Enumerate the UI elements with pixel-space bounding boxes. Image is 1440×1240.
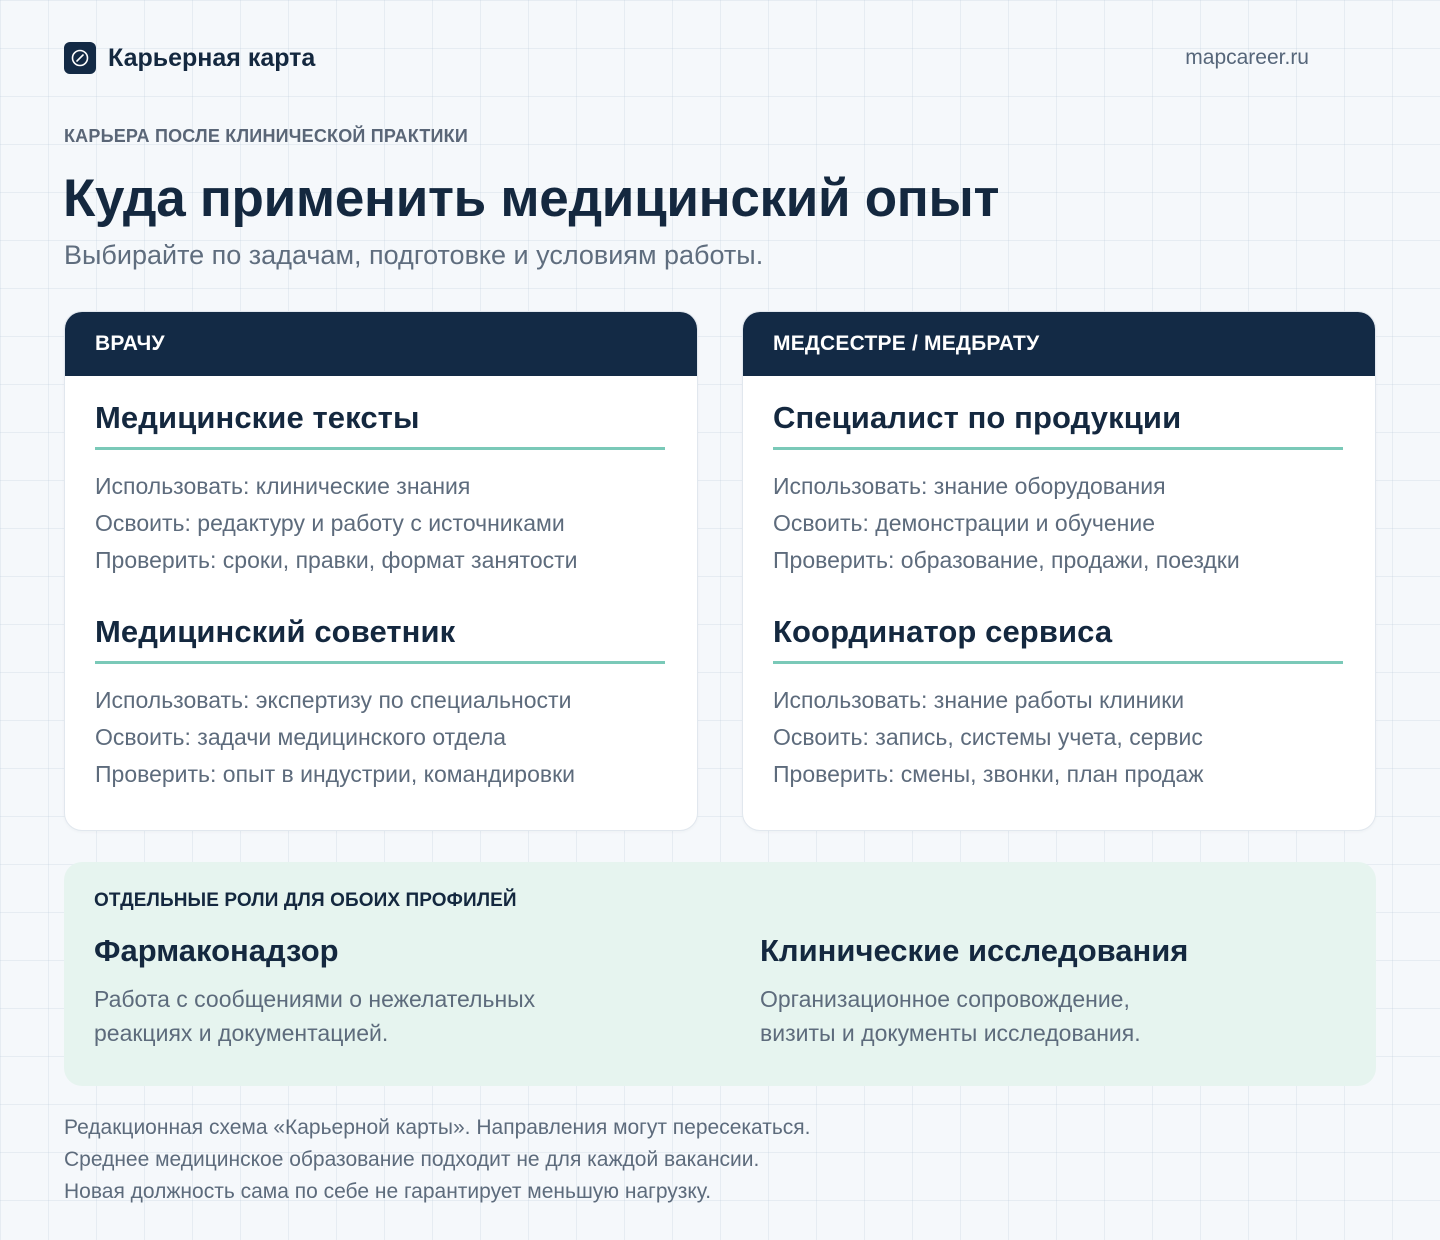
card-nurse bbox=[742, 311, 1376, 831]
role-use-line: Использовать: знание работы клиники bbox=[773, 687, 1185, 713]
role-block bbox=[773, 398, 1343, 579]
role-use-line: Использовать: экспертизу по специальности bbox=[95, 687, 572, 713]
role-block bbox=[95, 398, 665, 579]
shared-role-item bbox=[760, 932, 1280, 1050]
role-title: Медицинский советник bbox=[95, 612, 665, 664]
role-details bbox=[95, 468, 665, 579]
role-block bbox=[95, 612, 665, 793]
role-check-line: Проверить: опыт в индустрии, командировки bbox=[95, 761, 576, 787]
shared-role-description bbox=[760, 982, 1280, 1050]
description-line: реакциях и документацией. bbox=[94, 1020, 389, 1046]
footnote: Редакционная схема «Карьерной карты». Направления могут пересекаться. bbox=[64, 1116, 811, 1139]
role-learn-line: Освоить: запись, системы учета, сервис bbox=[773, 724, 1203, 750]
role-learn-line: Освоить: задачи медицинского отдела bbox=[95, 724, 507, 750]
shared-roles-heading: ОТДЕЛЬНЫЕ РОЛИ ДЛЯ ОБОИХ ПРОФИЛЕЙ bbox=[94, 890, 517, 911]
page-title: Куда применить медицинский опыт bbox=[63, 169, 1000, 228]
shared-role-title: Клинические исследования bbox=[760, 933, 1189, 968]
compass-icon bbox=[64, 42, 96, 74]
shared-role-item bbox=[94, 932, 614, 1050]
card-doctor bbox=[64, 311, 698, 831]
brand-name: Карьерная карта bbox=[108, 43, 316, 72]
page-subtitle: Выбирайте по задачам, подготовке и условиям работы. bbox=[64, 240, 764, 270]
role-title: Специалист по продукции bbox=[773, 398, 1343, 450]
description-line: Работа с сообщениями о нежелательных bbox=[94, 986, 536, 1012]
role-learn-line: Освоить: редактуру и работу с источниками bbox=[95, 510, 565, 536]
role-use-line: Использовать: клинические знания bbox=[95, 473, 471, 499]
role-check-line: Проверить: образование, продажи, поездки bbox=[773, 547, 1240, 573]
footnote: Новая должность сама по себе не гарантирует меньшую нагрузку. bbox=[64, 1180, 712, 1203]
brand[interactable] bbox=[64, 42, 315, 74]
role-details bbox=[773, 682, 1343, 793]
role-check-line: Проверить: смены, звонки, план продаж bbox=[773, 761, 1204, 787]
footnote: Среднее медицинское образование подходит не для каждой вакансии. bbox=[64, 1148, 760, 1171]
site-url-link[interactable]: mapcareer.ru bbox=[1185, 46, 1309, 69]
role-title: Медицинские тексты bbox=[95, 398, 665, 450]
page-kicker: КАРЬЕРА ПОСЛЕ КЛИНИЧЕСКОЙ ПРАКТИКИ bbox=[64, 126, 469, 146]
role-check-line: Проверить: сроки, правки, формат занятости bbox=[95, 547, 578, 573]
role-title: Координатор сервиса bbox=[773, 612, 1343, 664]
shared-roles-panel bbox=[64, 862, 1376, 1086]
role-use-line: Использовать: знание оборудования bbox=[773, 473, 1166, 499]
role-details bbox=[773, 468, 1343, 579]
shared-role-title: Фармаконадзор bbox=[94, 933, 339, 968]
description-line: Организационное сопровождение, bbox=[760, 986, 1130, 1012]
role-details bbox=[95, 682, 665, 793]
role-block bbox=[773, 612, 1343, 793]
description-line: визиты и документы исследования. bbox=[760, 1020, 1141, 1046]
role-learn-line: Освоить: демонстрации и обучение bbox=[773, 510, 1155, 536]
card-header: ВРАЧУ bbox=[65, 312, 697, 376]
shared-role-description bbox=[94, 982, 614, 1050]
card-header: МЕДСЕСТРЕ / МЕДБРАТУ bbox=[743, 312, 1375, 376]
footnotes bbox=[64, 1112, 811, 1208]
